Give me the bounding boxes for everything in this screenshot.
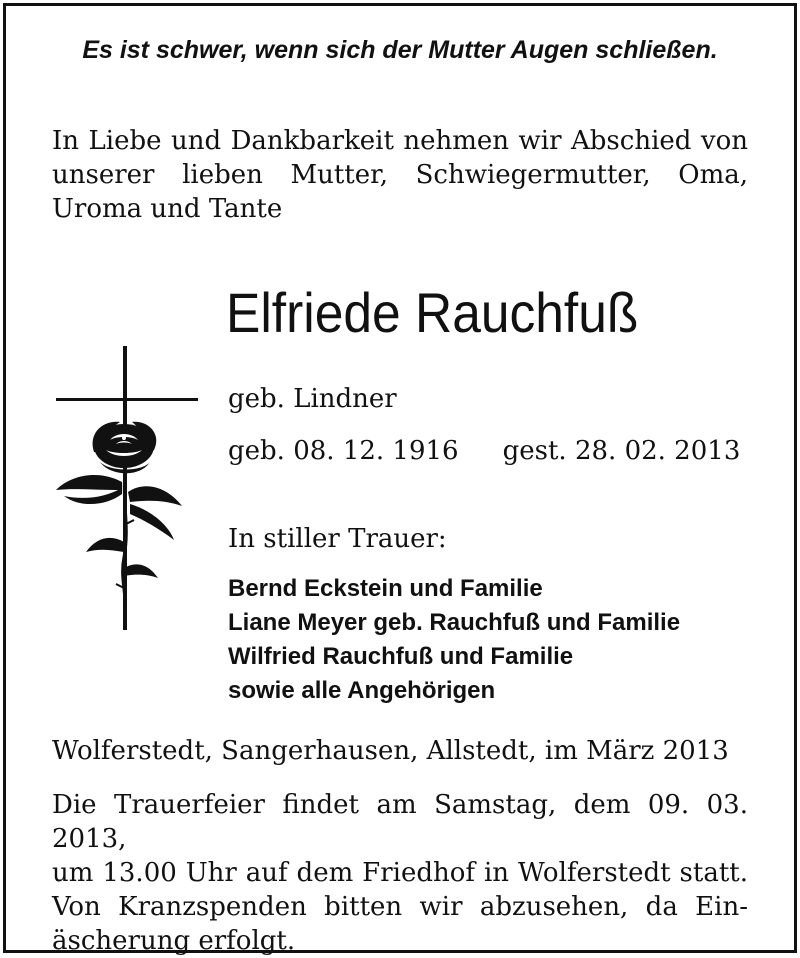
life-dates	[228, 436, 740, 466]
funeral-line: um 13.00 Uhr auf dem Friedhof in Wolferstedt statt.	[52, 858, 748, 888]
intro-line: Uroma und Tante	[52, 194, 283, 224]
birth-name: geb. Lindner	[228, 384, 397, 414]
mourner-entry: Liane Meyer geb. Rauchfuß und Familie	[228, 609, 681, 636]
motto: Es ist schwer, wenn sich der Mutter Augen schließen.	[82, 36, 718, 64]
funeral-line: Die Trauerfeier findet am Samstag, dem 09. 03. 2013,	[52, 790, 748, 854]
mourner-entry: Wilfried Rauchfuß und Familie	[228, 643, 574, 670]
funeral-line: äscherung erfolgt.	[52, 926, 296, 956]
mourners-list	[228, 572, 680, 708]
cross-with-rose-icon	[50, 342, 210, 632]
funeral-notice	[52, 788, 748, 958]
funeral-line: Von Kranzspenden bitten wir abzusehen, da Ein-	[52, 892, 748, 922]
mourner-entry: Bernd Eckstein und Familie	[228, 575, 543, 602]
mourner-entry: sowie alle Angehörigen	[228, 677, 496, 704]
place-and-date: Wolferstedt, Sangerhausen, Allstedt, im März 2013	[52, 736, 729, 766]
deceased-name: Elfriede Rauchfuß	[226, 281, 639, 344]
death-date: gest. 28. 02. 2013	[502, 436, 741, 466]
intro-line: In Liebe und Dankbarkeit nehmen wir Abschied von	[52, 126, 748, 156]
intro-line: unserer lieben Mutter, Schwiegermutter, Oma,	[52, 160, 748, 190]
birth-date: geb. 08. 12. 1916	[228, 436, 459, 466]
intro-text	[52, 124, 748, 226]
mourning-label: In stiller Trauer:	[228, 524, 447, 554]
